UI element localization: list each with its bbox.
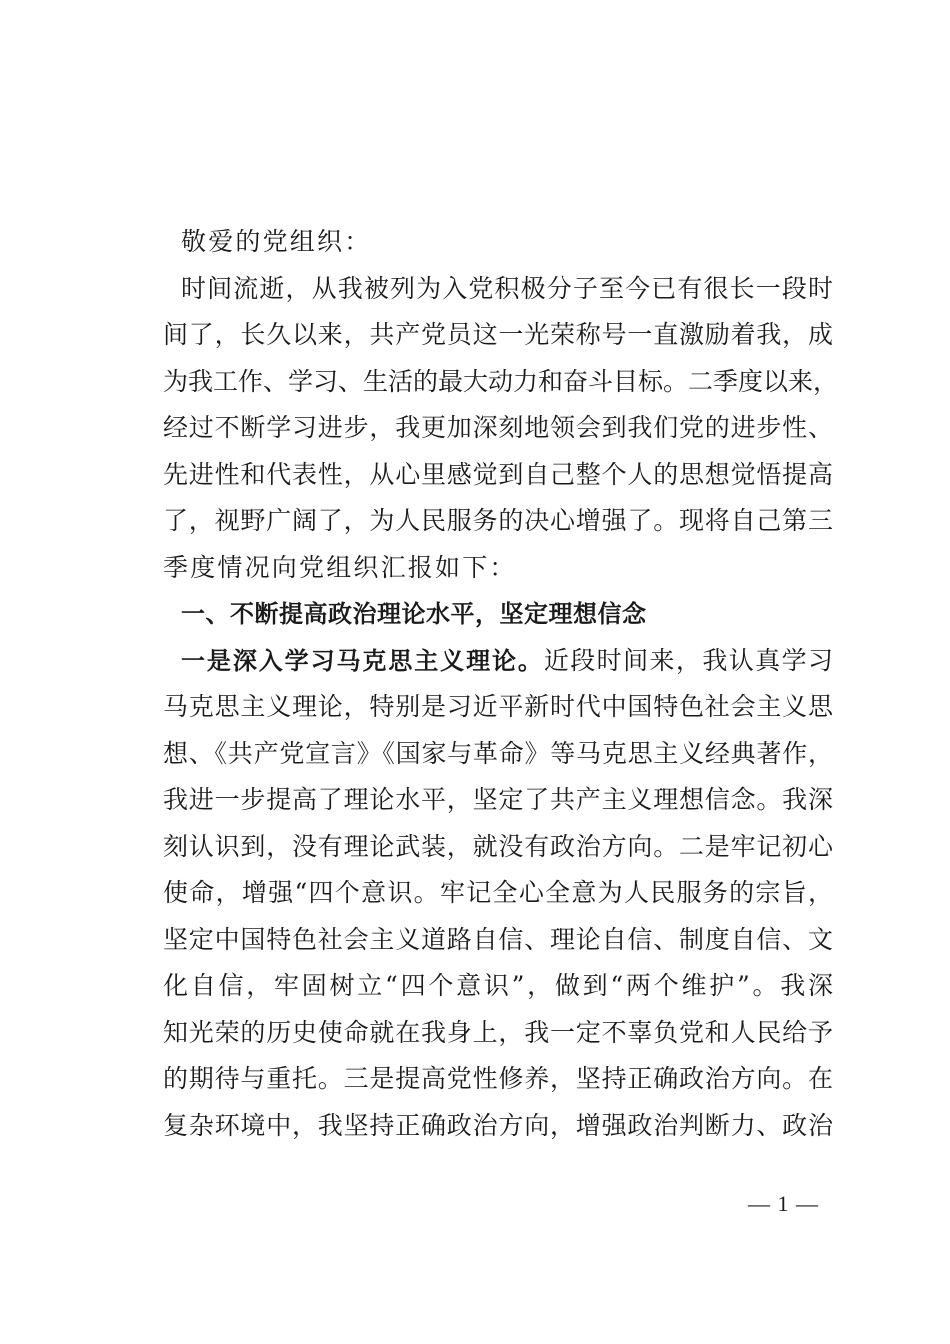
text-line: 季度情况向党组织汇报如下： xyxy=(163,552,517,582)
text-line: 坚定中国特色社会主义道路自信、理论自信、制度自信、文 xyxy=(163,924,833,954)
salutation: 敬爱的党组织： xyxy=(181,227,372,256)
text-line: 马克思主义理论，特别是习近平新时代中国特色社会主义思 xyxy=(163,692,833,721)
text-line: 我进一步提高了理论水平，坚定了共产主义理想信念。我深 xyxy=(163,785,833,814)
text-line: 为我工作、学习、生活的最大动力和奋斗目标。二季度以来， xyxy=(163,366,839,396)
text-line: 刻认识到，没有理论武装，就没有政治方向。二是牢记初心 xyxy=(163,831,833,861)
text-line: 使命，增强“四个意识。牢记全心全意为人民服务的宗旨， xyxy=(163,878,833,907)
lead-bold-phrase: 一是深入学习马克思主义理论。 xyxy=(181,646,544,675)
page-number: — 1 — xyxy=(748,1191,819,1216)
text-line: 化自信，牢固树立“四个意识”，做到“两个维护”。我深 xyxy=(163,971,834,1000)
text-line: 了，视野广阔了，为人民服务的决心增强了。现将自己第三 xyxy=(163,506,833,535)
text-line: 间了，长久以来，共产党员这一光荣称号一直激励着我，成 xyxy=(163,320,833,349)
section-heading: 一、不断提高政治理论水平，坚定理想信念 xyxy=(181,600,647,628)
document-body xyxy=(163,219,839,1149)
text-line: 知光荣的历史使命就在我身上，我一定不辜负党和人民给予 xyxy=(163,1017,833,1047)
text-line: 的期待与重托。三是提高党性修养，坚持正确政治方向。在 xyxy=(163,1064,833,1093)
text-line: 先进性和代表性，从心里感觉到自己整个人的思想觉悟提高 xyxy=(163,459,833,489)
text-line: 经过不断学习进步，我更加深刻地领会到我们党的进步性、 xyxy=(163,413,833,442)
text-line: 想、《共产党宣言》《国家与革命》等马克思主义经典著作， xyxy=(163,738,833,768)
lead-line xyxy=(163,638,833,685)
text-line: 复杂环境中，我坚持正确政治方向，增强政治判断力、政治 xyxy=(163,1110,833,1140)
section-paragraph xyxy=(163,638,833,1150)
text-line: 时间流逝，从我被列为入党积极分子至今已有很长一段时 xyxy=(181,273,833,303)
intro-paragraph xyxy=(163,266,839,592)
lead-rest: 近段时间来，我认真学习 xyxy=(543,645,833,675)
